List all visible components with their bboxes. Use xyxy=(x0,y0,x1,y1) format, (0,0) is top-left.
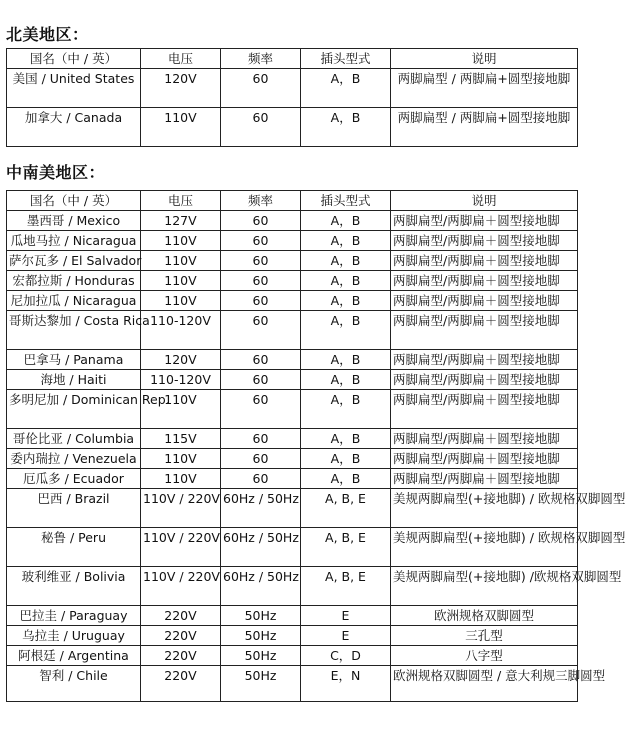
cell-country: 哥伦比亚 / Columbia xyxy=(7,429,141,449)
cell-note: 两脚扁型/两脚扁＋圆型接地脚 xyxy=(391,449,578,469)
table-row xyxy=(7,528,578,567)
cell-country: 巴拿马 / Panama xyxy=(7,350,141,370)
table-row xyxy=(7,567,578,606)
cell-frequency: 60 xyxy=(221,390,301,429)
cell-note: 两脚扁型/两脚扁＋圆型接地脚 xyxy=(391,271,578,291)
header-plug: 插头型式 xyxy=(301,191,391,211)
cell-note: 美规两脚扁型(+接地脚) / 欧规格双脚圆型 xyxy=(391,528,578,567)
cell-plug: A，B xyxy=(301,449,391,469)
cell-voltage: 110V xyxy=(141,108,221,147)
cell-plug: A，B xyxy=(301,251,391,271)
cell-note: 两脚扁型/两脚扁＋圆型接地脚 xyxy=(391,390,578,429)
table-row xyxy=(7,251,578,271)
table-row xyxy=(7,626,578,646)
cell-country: 尼加拉瓜 / Nicaragua xyxy=(7,291,141,311)
cell-country: 巴拉圭 / Paraguay xyxy=(7,606,141,626)
cell-country: 哥斯达黎加 / Costa Rica xyxy=(7,311,141,350)
cell-plug: A, B, E xyxy=(301,528,391,567)
cell-frequency: 60 xyxy=(221,231,301,251)
cell-note: 两脚扁型/两脚扁＋圆型接地脚 xyxy=(391,311,578,350)
cell-country: 巴西 / Brazil xyxy=(7,489,141,528)
cell-plug: A，B xyxy=(301,231,391,251)
header-note: 说明 xyxy=(391,191,578,211)
cell-note: 两脚扁型/两脚扁＋圆型接地脚 xyxy=(391,350,578,370)
cell-note: 两脚扁型/两脚扁＋圆型接地脚 xyxy=(391,211,578,231)
cell-frequency: 50Hz xyxy=(221,606,301,626)
cell-plug: A，B xyxy=(301,429,391,449)
cell-plug: A，B xyxy=(301,469,391,489)
cell-voltage: 220V xyxy=(141,606,221,626)
table-row xyxy=(7,291,578,311)
cell-frequency: 60 xyxy=(221,271,301,291)
cell-frequency: 60 xyxy=(221,251,301,271)
cell-plug: A，B xyxy=(301,69,391,108)
cell-frequency: 60 xyxy=(221,311,301,350)
cell-plug: E，N xyxy=(301,666,391,702)
cell-voltage: 110V / 220V xyxy=(141,528,221,567)
cell-note: 欧洲规格双脚圆型 xyxy=(391,606,578,626)
cell-voltage: 120V xyxy=(141,69,221,108)
cell-voltage: 110V xyxy=(141,271,221,291)
cell-plug: E xyxy=(301,606,391,626)
cell-frequency: 50Hz xyxy=(221,646,301,666)
cell-frequency: 60 xyxy=(221,429,301,449)
cell-plug: A，B xyxy=(301,291,391,311)
cell-voltage: 110V / 220V xyxy=(141,489,221,528)
header-note: 说明 xyxy=(391,49,578,69)
cell-frequency: 60 xyxy=(221,469,301,489)
cell-plug: A，B xyxy=(301,350,391,370)
table-row xyxy=(7,271,578,291)
table-row xyxy=(7,69,578,108)
cell-plug: A，B xyxy=(301,311,391,350)
table-row xyxy=(7,489,578,528)
cell-note: 两脚扁型/两脚扁＋圆型接地脚 xyxy=(391,251,578,271)
header-country: 国名（中 / 英） xyxy=(7,191,141,211)
cell-voltage: 110V xyxy=(141,390,221,429)
cell-country: 加拿大 / Canada xyxy=(7,108,141,147)
table-row xyxy=(7,311,578,350)
table-row xyxy=(7,390,578,429)
cell-note: 两脚扁型/两脚扁＋圆型接地脚 xyxy=(391,370,578,390)
cell-voltage: 110V xyxy=(141,469,221,489)
cell-plug: C，D xyxy=(301,646,391,666)
cell-country: 委内瑞拉 / Venezuela xyxy=(7,449,141,469)
cell-frequency: 60Hz / 50Hz xyxy=(221,489,301,528)
table-header-row xyxy=(7,191,578,211)
cell-country: 美国 / United States xyxy=(7,69,141,108)
cell-note: 两脚扁型 / 两脚扁+圆型接地脚 xyxy=(391,69,578,108)
section-title-north-america xyxy=(6,22,89,45)
cell-note: 两脚扁型/两脚扁＋圆型接地脚 xyxy=(391,469,578,489)
cell-voltage: 120V xyxy=(141,350,221,370)
central-south-america-table xyxy=(6,190,625,702)
header-frequency: 频率 xyxy=(221,191,301,211)
table-row xyxy=(7,370,578,390)
table-row xyxy=(7,469,578,489)
cell-voltage: 115V xyxy=(141,429,221,449)
cell-voltage: 110V / 220V xyxy=(141,567,221,606)
header-frequency: 频率 xyxy=(221,49,301,69)
cell-note: 两脚扁型/两脚扁＋圆型接地脚 xyxy=(391,429,578,449)
cell-note: 两脚扁型/两脚扁＋圆型接地脚 xyxy=(391,231,578,251)
cell-plug: A，B xyxy=(301,211,391,231)
cell-voltage: 220V xyxy=(141,626,221,646)
cell-country: 智利 / Chile xyxy=(7,666,141,702)
section-title-text: 中南美地区： xyxy=(6,163,106,182)
cell-voltage: 220V xyxy=(141,666,221,702)
table-header-row xyxy=(7,49,578,69)
cell-country: 乌拉圭 / Uruguay xyxy=(7,626,141,646)
cell-note: 美规两脚扁型(+接地脚) / 欧规格双脚圆型 xyxy=(391,489,578,528)
cell-plug: A, B, E xyxy=(301,489,391,528)
cell-note: 两脚扁型/两脚扁＋圆型接地脚 xyxy=(391,291,578,311)
cell-frequency: 60 xyxy=(221,211,301,231)
cell-frequency: 60 xyxy=(221,291,301,311)
cell-voltage: 220V xyxy=(141,646,221,666)
cell-plug: A，B xyxy=(301,108,391,147)
cell-note: 八字型 xyxy=(391,646,578,666)
cell-voltage: 110V xyxy=(141,231,221,251)
cell-country: 玻利维亚 / Bolivia xyxy=(7,567,141,606)
table-row xyxy=(7,350,578,370)
cell-plug: A，B xyxy=(301,271,391,291)
cell-frequency: 60 xyxy=(221,370,301,390)
cell-note: 三孔型 xyxy=(391,626,578,646)
cell-country: 萨尔瓦多 / El Salvador xyxy=(7,251,141,271)
cell-voltage: 110-120V xyxy=(141,311,221,350)
cell-voltage: 110-120V xyxy=(141,370,221,390)
cell-frequency: 60 xyxy=(221,69,301,108)
cell-frequency: 50Hz xyxy=(221,666,301,702)
cell-country: 瓜地马拉 / Nicaragua xyxy=(7,231,141,251)
cell-frequency: 60 xyxy=(221,108,301,147)
cell-plug: A，B xyxy=(301,390,391,429)
table-row xyxy=(7,646,578,666)
cell-country: 多明尼加 / Dominican Rep. xyxy=(7,390,141,429)
cell-country: 宏都拉斯 / Honduras xyxy=(7,271,141,291)
cell-country: 墨西哥 / Mexico xyxy=(7,211,141,231)
table-row xyxy=(7,108,578,147)
cell-frequency: 60Hz / 50Hz xyxy=(221,528,301,567)
cell-frequency: 60 xyxy=(221,449,301,469)
section-title-text: 北美地区： xyxy=(6,25,89,44)
header-country: 国名（中 / 英） xyxy=(7,49,141,69)
table-row xyxy=(7,449,578,469)
cell-frequency: 50Hz xyxy=(221,626,301,646)
header-voltage: 电压 xyxy=(141,49,221,69)
north-america-table xyxy=(6,48,578,147)
cell-voltage: 110V xyxy=(141,291,221,311)
cell-frequency: 60Hz / 50Hz xyxy=(221,567,301,606)
cell-country: 厄瓜多 / Ecuador xyxy=(7,469,141,489)
header-voltage: 电压 xyxy=(141,191,221,211)
cell-note: 欧洲规格双脚圆型 / 意大利规三脚圆型 xyxy=(391,666,578,702)
header-plug: 插头型式 xyxy=(301,49,391,69)
table-row xyxy=(7,606,578,626)
section-title-central-south-america xyxy=(6,160,105,183)
cell-voltage: 110V xyxy=(141,251,221,271)
cell-plug: E xyxy=(301,626,391,646)
cell-plug: A, B, E xyxy=(301,567,391,606)
cell-voltage: 110V xyxy=(141,449,221,469)
cell-frequency: 60 xyxy=(221,350,301,370)
cell-plug: A，B xyxy=(301,370,391,390)
table-row xyxy=(7,211,578,231)
cell-note: 两脚扁型 / 两脚扁+圆型接地脚 xyxy=(391,108,578,147)
table-row xyxy=(7,231,578,251)
cell-country: 阿根廷 / Argentina xyxy=(7,646,141,666)
cell-voltage: 127V xyxy=(141,211,221,231)
table-row xyxy=(7,429,578,449)
cell-note: 美规两脚扁型(+接地脚) /欧规格双脚圆型 xyxy=(391,567,578,606)
table-row xyxy=(7,666,578,702)
cell-country: 秘鲁 / Peru xyxy=(7,528,141,567)
cell-country: 海地 / Haiti xyxy=(7,370,141,390)
